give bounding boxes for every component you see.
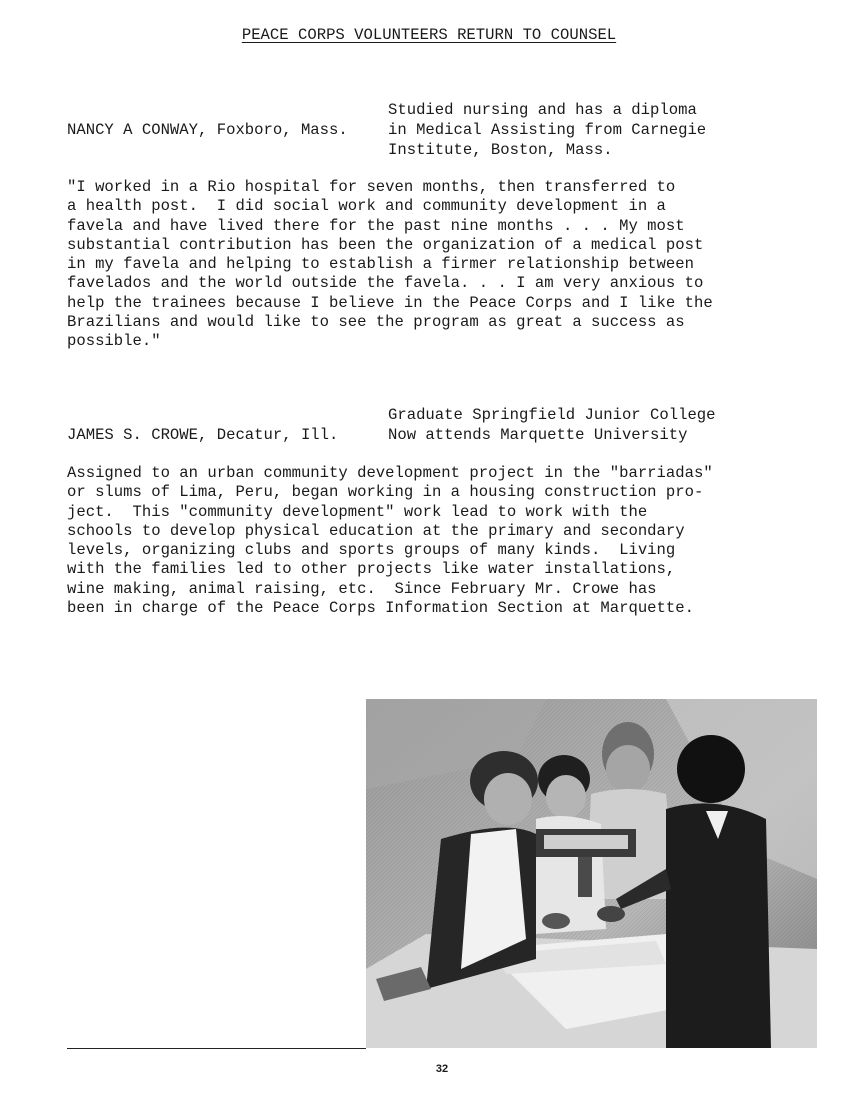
statement-line: wine making, animal raising, etc. Since February Mr. Crowe has xyxy=(67,579,657,598)
volunteer-name: JAMES S. CROWE, Decatur, Ill. xyxy=(67,426,339,444)
statement-line: in my favela and helping to establish a firmer relationship between xyxy=(67,255,694,274)
volunteer-statement xyxy=(67,178,713,352)
statement-line: schools to develop physical education at the primary and secondary xyxy=(67,521,685,540)
statement-line: or slums of Lima, Peru, began working in a housing construction pro- xyxy=(67,483,704,502)
statement-line: "I worked in a Rio hospital for seven months, then transferred to xyxy=(67,178,676,196)
statement-line: levels, organizing clubs and sports groups of many kinds. Living xyxy=(67,541,676,560)
statement-line: ject. This "community development" work lead to work with the xyxy=(67,502,648,521)
credential-line: Studied nursing and has a diploma xyxy=(388,101,697,119)
statement-line: substantial contribution has been the organization of a medical post xyxy=(67,235,704,254)
statement-line: Brazilians and would like to see the program as great a success as xyxy=(67,313,685,332)
page-title: PEACE CORPS VOLUNTEERS RETURN TO COUNSEL xyxy=(241,26,617,44)
statement-line: favela and have lived there for the past nine months . . . My most xyxy=(67,216,685,235)
credential-line: Institute, Boston, Mass. xyxy=(388,140,613,159)
statement-line: favelados and the world outside the favela. . . I am very anxious to xyxy=(67,274,704,293)
volunteers-photo xyxy=(366,699,817,1048)
statement-line: help the trainees because I believe in the Peace Corps and I like the xyxy=(67,293,713,312)
volunteer-credentials xyxy=(388,406,716,446)
page-number: 32 xyxy=(435,1063,449,1075)
statement-line: Assigned to an urban community development project in the "barriadas" xyxy=(67,464,713,482)
volunteer-statement xyxy=(67,464,713,618)
credential-line: in Medical Assisting from Carnegie xyxy=(388,120,707,139)
footer-rule xyxy=(67,1048,366,1049)
statement-line: possible." xyxy=(67,332,161,351)
statement-line: been in charge of the Peace Corps Information Section at Marquette. xyxy=(67,599,694,618)
volunteer-name: NANCY A CONWAY, Foxboro, Mass. xyxy=(67,121,348,139)
credential-line: Now attends Marquette University xyxy=(388,425,688,444)
statement-line: with the families led to other projects like water installations, xyxy=(67,560,676,579)
volunteer-credentials xyxy=(388,101,706,160)
credential-line: Graduate Springfield Junior College xyxy=(388,406,716,424)
statement-line: a health post. I did social work and community development in a xyxy=(67,197,666,216)
